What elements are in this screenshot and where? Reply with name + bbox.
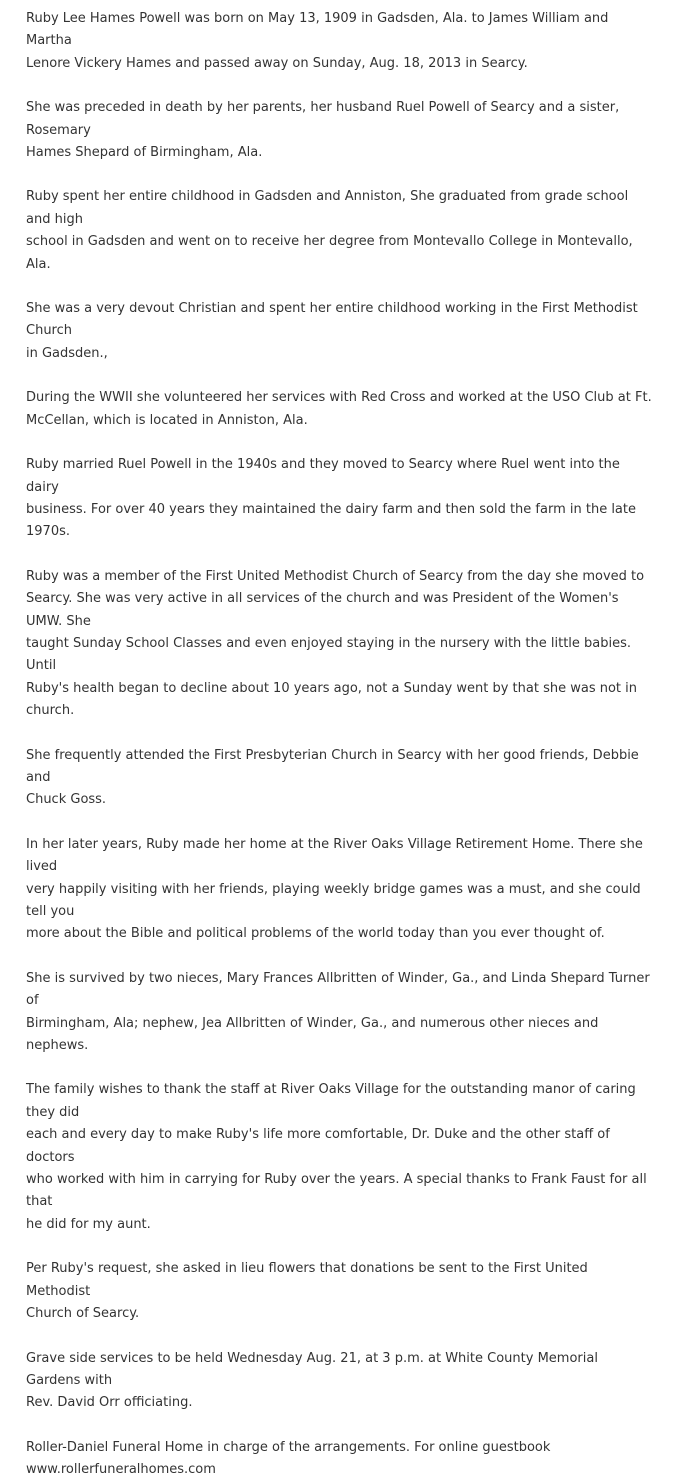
paragraph-donations: Per Ruby's request, she asked in lieu flowers that donations be sent to the First United Methodist Church of Searcy.	[26, 1261, 588, 1322]
paragraph-presbyterian: She frequently attended the First Presbyterian Church in Searcy with her good friends, Debbie and Chuck Goss.	[26, 747, 639, 808]
paragraph-childhood: Ruby spent her entire childhood in Gadsden and Anniston, She graduated from grade school and high school in Gadsden and went on to receive her degree from Montevallo College in Montevallo, Ala.	[26, 189, 633, 272]
paragraph-faith: She was a very devout Christian and spent her entire childhood working in the First Methodist Church in Gadsden.,	[26, 301, 638, 361]
paragraph-services: Grave side services to be held Wednesday Aug. 21, at 3 p.m. at White County Memorial Gardens with Rev. David Orr officiating.	[26, 1350, 598, 1411]
paragraph-preceded-in-death: She was preceded in death by her parents, her husband Ruel Powell of Searcy and a sister, Rosemary Hames Shepard of Birmingham, Ala.	[26, 100, 620, 161]
paragraph-funeral-home	[26, 1437, 656, 1482]
paragraph-birth: Ruby Lee Hames Powell was born on May 13, 1909 in Gadsden, Ala. to James William and Martha Lenore Vickery Hames and passed away on Sunday, Aug. 18, 2013 in Searcy.	[26, 11, 609, 71]
paragraph-later-years: In her later years, Ruby made her home at the River Oaks Village Retirement Home. There she lived very happily visiting with her friends, playing weekly bridge games was a must, and she could tell you more about the Bible and political problems of the world today than you ever thought of.	[26, 836, 643, 942]
closing-text: Roller-Daniel Funeral Home in charge of the arrangements. For online guestbook	[26, 1439, 551, 1455]
obituary-text	[26, 8, 656, 1482]
guestbook-link[interactable]: www.rollerfuneralhomes.com	[26, 1462, 216, 1478]
paragraph-marriage: Ruby married Ruel Powell in the 1940s and they moved to Searcy where Ruel went into the dairy business. For over 40 years they maintained the dairy farm and then sold the farm in the late 1970s.	[26, 457, 636, 540]
paragraph-thanks: The family wishes to thank the staff at River Oaks Village for the outstanding manor of caring they did each and every day to make Ruby's life more comfortable, Dr. Duke and the other staff of doctors who worked with him in carrying for Ruby over the years. A special thanks to Frank Faust for all that he did for my aunt.	[26, 1082, 647, 1232]
paragraph-survivors: She is survived by two nieces, Mary Frances Allbritten of Winder, Ga., and Linda Shepard Turner of Birmingham, Ala; nephew, Jea Allbritten of Winder, Ga., and numerous other nieces and nephews.	[26, 970, 650, 1054]
paragraph-church-membership: Ruby was a member of the First United Methodist Church of Searcy from the day she moved to Searcy. She was very active in all services of the church and was President of the Women's UMW. She taught Sunday School Classes and even enjoyed staying in the nursery with the little babies. Until Ruby's health began to decline about 10 years ago, not a Sunday went by that she was not in church.	[26, 568, 645, 719]
paragraph-wwii: During the WWII she volunteered her services with Red Cross and worked at the USO Club at Ft. McCellan, which is located in Anniston, Ala.	[26, 390, 652, 428]
